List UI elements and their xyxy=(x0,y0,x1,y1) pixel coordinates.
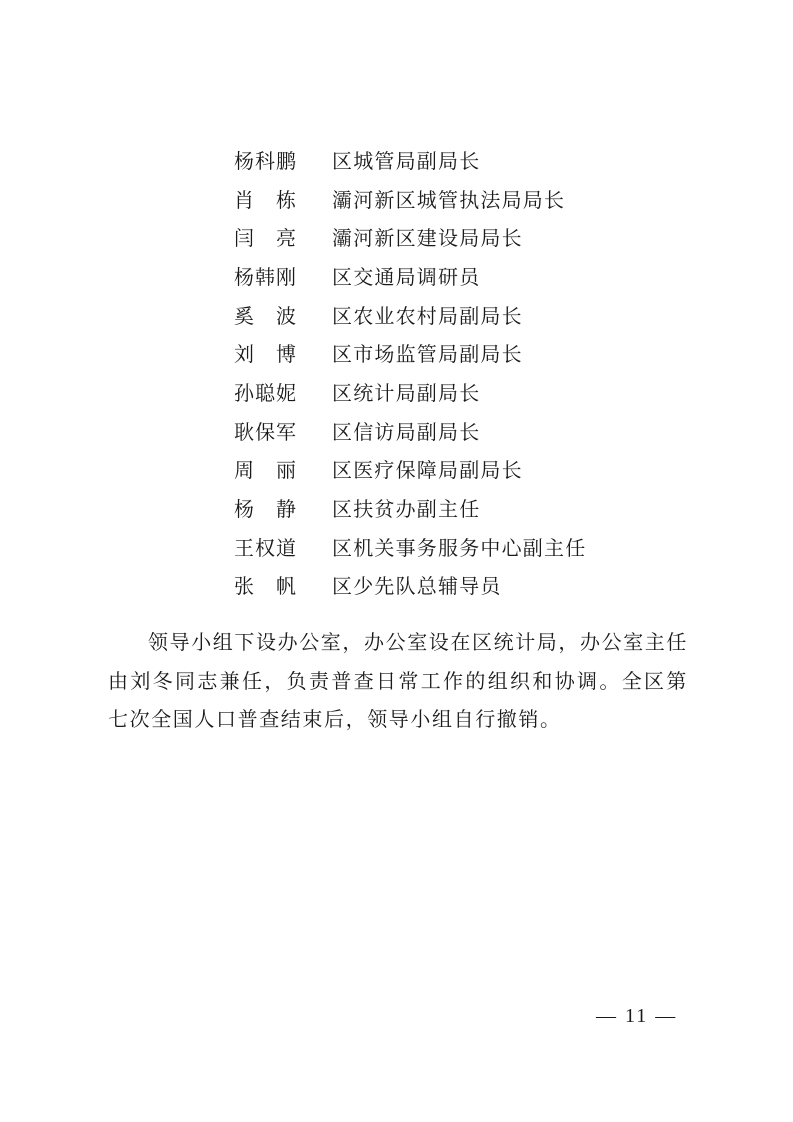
member-row xyxy=(234,488,714,527)
member-name: 孙聪妮 xyxy=(234,380,296,405)
member-row xyxy=(234,333,714,372)
member-row xyxy=(234,372,714,411)
member-role: 区市场监管局副局长 xyxy=(332,342,523,367)
member-name: 肖栋 xyxy=(234,187,296,212)
member-role: 区扶贫办副主任 xyxy=(332,497,481,522)
member-row xyxy=(234,566,714,605)
member-name: 刘博 xyxy=(234,342,296,367)
member-name: 张帆 xyxy=(234,574,296,599)
member-row xyxy=(234,527,714,566)
member-name: 闫亮 xyxy=(234,226,296,251)
member-name: 王权道 xyxy=(234,535,296,560)
member-name: 周丽 xyxy=(234,458,296,483)
member-row xyxy=(234,450,714,489)
member-row xyxy=(234,295,714,334)
member-name: 杨韩刚 xyxy=(234,264,296,289)
member-role: 灞河新区城管执法局局长 xyxy=(332,187,566,212)
member-role: 区城管局副局长 xyxy=(332,148,481,173)
member-list xyxy=(234,140,714,604)
member-name: 杨科鹏 xyxy=(234,148,296,173)
member-row xyxy=(234,256,714,295)
member-role: 区机关事务服务中心副主任 xyxy=(332,535,587,560)
member-row xyxy=(234,140,714,179)
member-role: 区统计局副局长 xyxy=(332,380,481,405)
member-role: 区交通局调研员 xyxy=(332,264,481,289)
member-role: 灞河新区建设局局长 xyxy=(332,226,523,251)
member-name: 杨静 xyxy=(234,497,296,522)
member-name: 耿保军 xyxy=(234,419,296,444)
member-name: 奚波 xyxy=(234,303,296,328)
member-role: 区农业农村局副局长 xyxy=(332,303,523,328)
page-number: — 11 — xyxy=(596,1005,678,1027)
member-role: 区少先队总辅导员 xyxy=(332,574,502,599)
member-row xyxy=(234,217,714,256)
member-row xyxy=(234,179,714,218)
member-row xyxy=(234,411,714,450)
office-paragraph: 领导小组下设办公室，办公室设在区统计局，办公室主任由刘冬同志兼任，负责普查日常工作的组织和协调。全区第七次全国人口普查结束后，领导小组自行撤销。 xyxy=(108,630,688,731)
member-role: 区信访局副局长 xyxy=(332,419,481,444)
member-role: 区医疗保障局副局长 xyxy=(332,458,523,483)
